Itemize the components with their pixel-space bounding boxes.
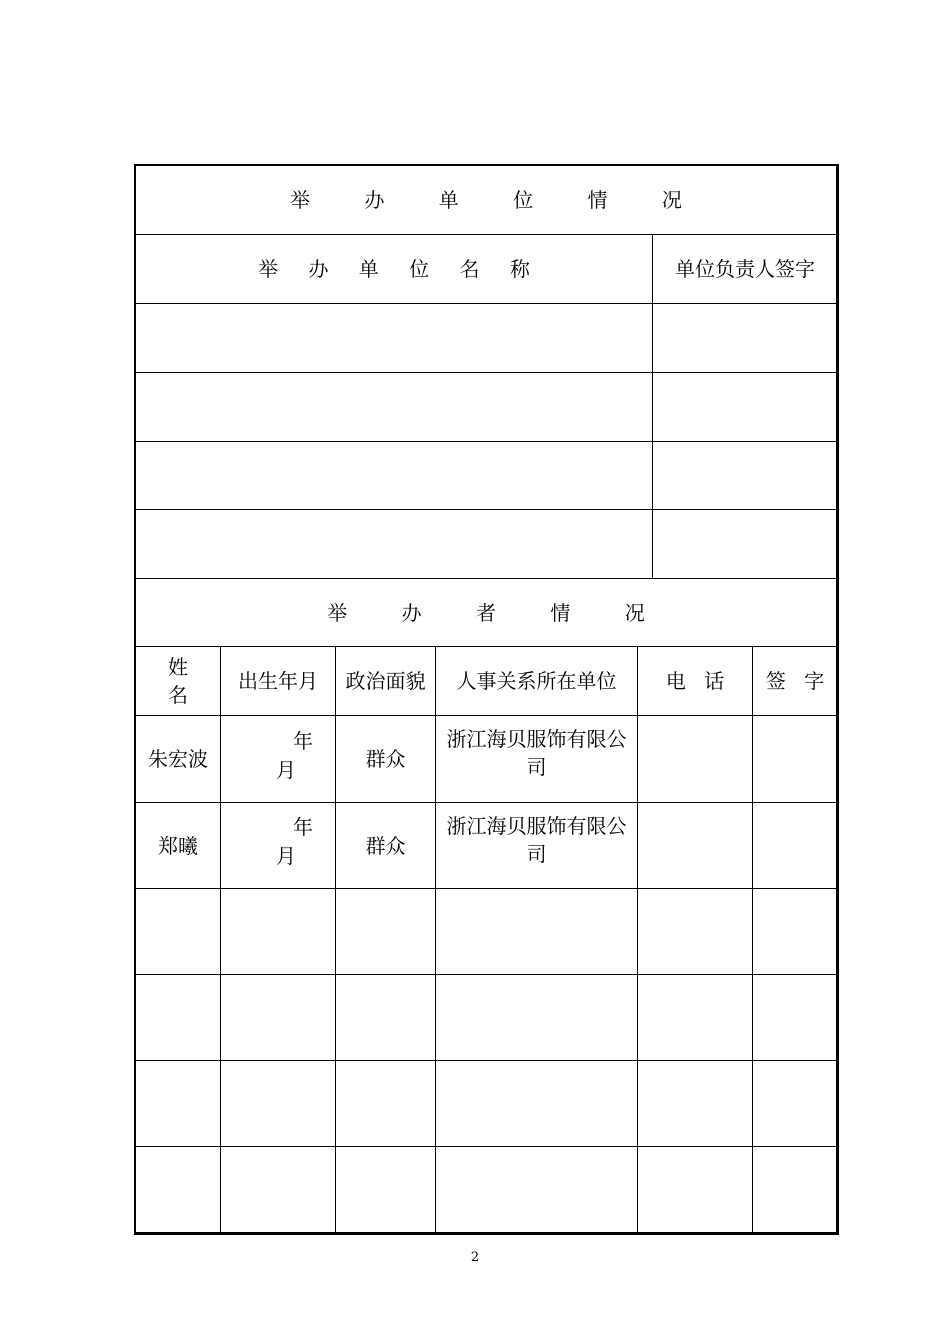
person-name: 郑曦 — [158, 833, 198, 858]
birth-year-label: 年 — [293, 815, 313, 839]
person-phone-field[interactable] — [638, 803, 752, 888]
unit-name-field[interactable] — [136, 373, 652, 441]
person-politics: 群众 — [365, 833, 406, 858]
birth-month-label: 月 — [276, 844, 296, 868]
empty-table-row[interactable] — [136, 889, 836, 974]
empty-table-row[interactable] — [136, 975, 836, 1060]
empty-table-row[interactable] — [136, 1147, 836, 1233]
unit-name-field[interactable] — [136, 442, 652, 509]
header-unit: 人事关系所在单位 — [456, 669, 617, 693]
header-birth: 出生年月 — [238, 669, 318, 693]
unit-sign-header: 单位负责人签字 — [675, 257, 815, 281]
person-sign-field[interactable] — [753, 716, 837, 802]
header-name: 姓 名 — [168, 655, 198, 707]
unit-sign-field[interactable] — [653, 304, 837, 372]
person-unit: 浙江海贝服饰有限公司 — [446, 727, 627, 779]
person-name: 朱宏波 — [148, 747, 208, 771]
person-sign-field[interactable] — [753, 803, 837, 888]
person-phone-field[interactable] — [638, 716, 752, 802]
birth-year-label: 年 — [293, 729, 313, 753]
person-unit: 浙江海贝服饰有限公司 — [446, 813, 627, 866]
birth-month-label: 月 — [276, 758, 296, 782]
section-title-host-person: 举 办 者 情 况 — [327, 600, 669, 625]
unit-sign-field[interactable] — [653, 442, 837, 509]
header-phone: 电 话 — [665, 669, 731, 693]
header-politics: 政治面貌 — [345, 669, 426, 693]
person-politics: 群众 — [365, 747, 406, 771]
unit-name-header: 举 办 单 位 名 称 — [258, 257, 542, 281]
unit-name-field[interactable] — [136, 304, 652, 372]
empty-table-row[interactable] — [136, 1061, 836, 1146]
unit-name-field[interactable] — [136, 510, 652, 578]
section-title-host-unit: 举 办 单 位 情 况 — [290, 188, 706, 212]
header-sign: 签 字 — [765, 669, 831, 693]
unit-sign-field[interactable] — [653, 510, 837, 578]
page-number: 2 — [470, 1250, 480, 1265]
unit-sign-field[interactable] — [653, 373, 837, 441]
